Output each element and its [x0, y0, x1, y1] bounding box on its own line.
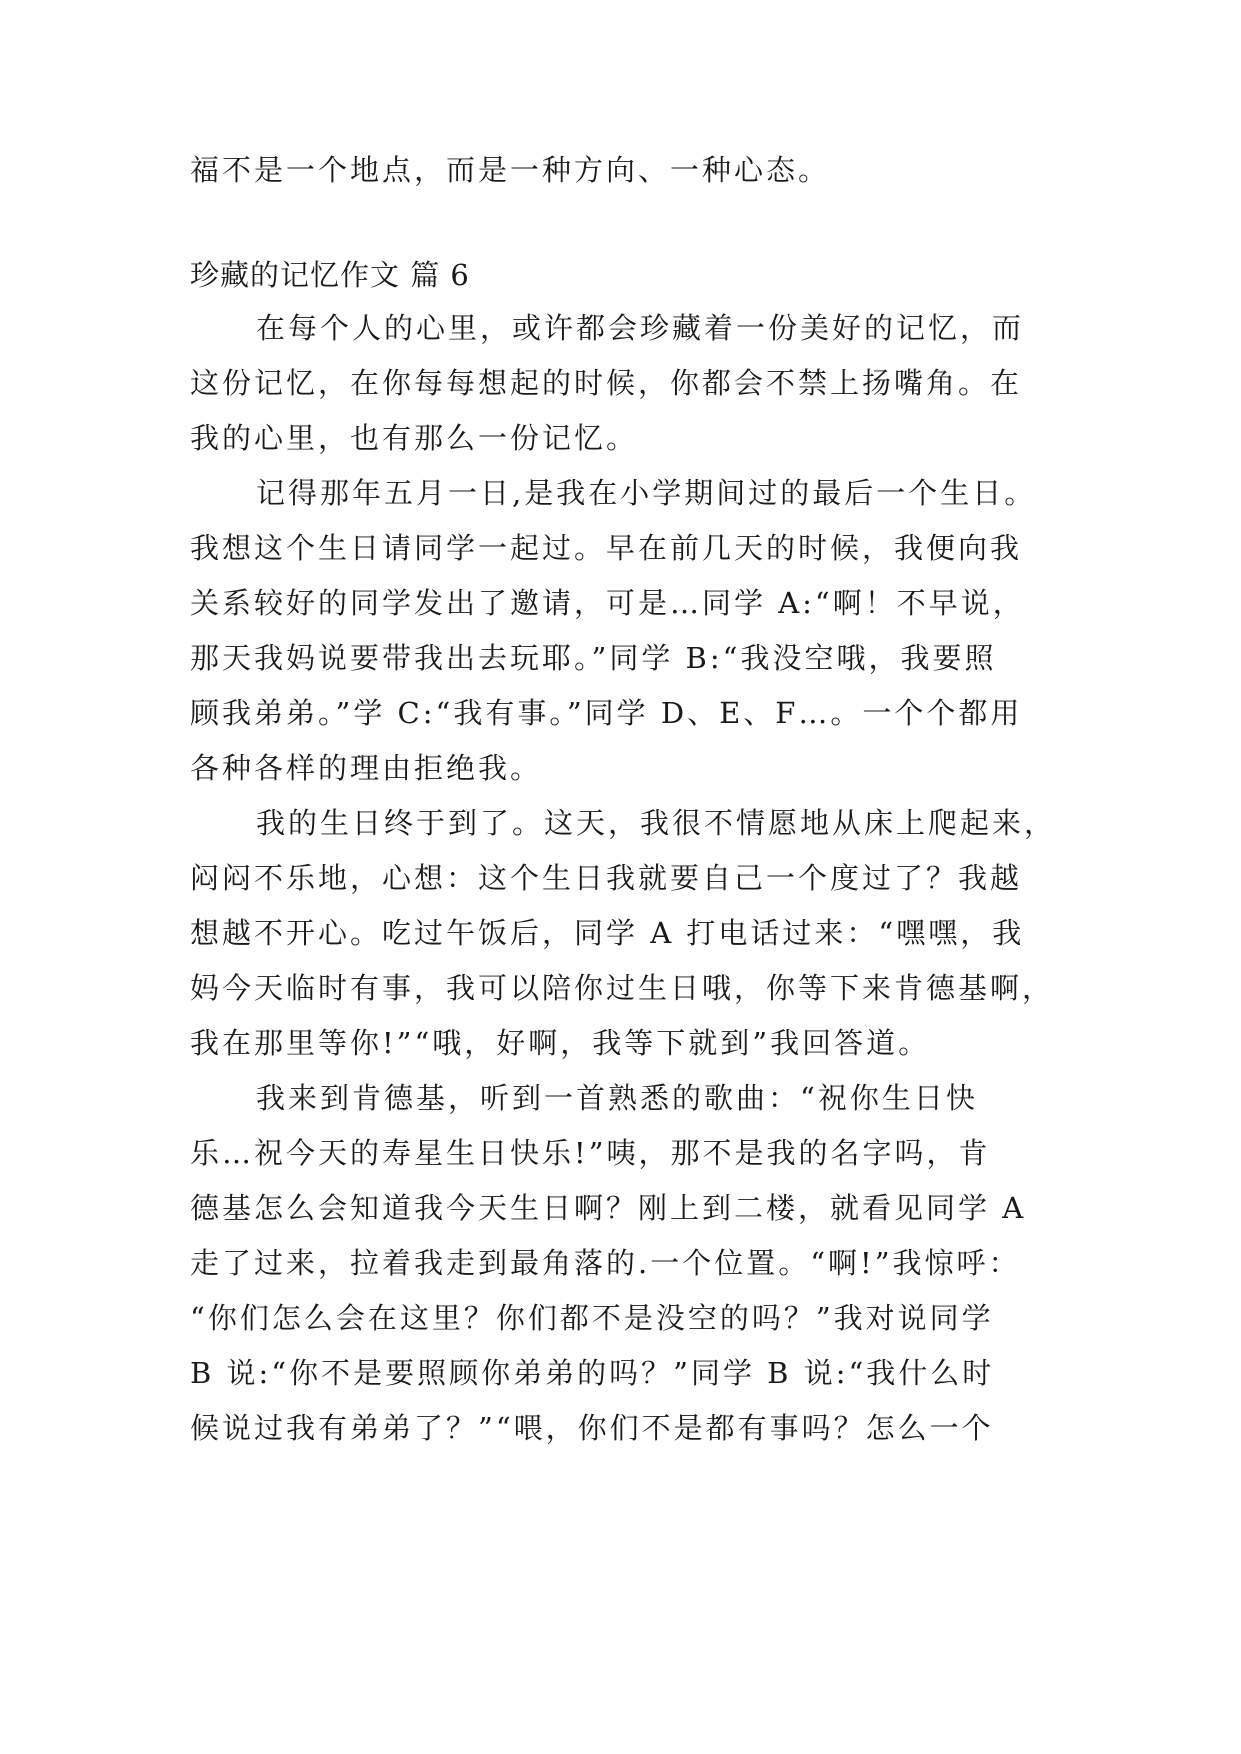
paragraph-line: 德基怎么会知道我今天生日啊？刚上到二楼，就看见同学 A — [190, 1191, 1027, 1225]
paragraph-line: 妈今天临时有事，我可以陪你过生日哦，你等下来肯德基啊， — [190, 971, 1055, 1005]
previous-section-tail: 福不是一个地点，而是一种方向、一种心态。 — [190, 153, 831, 187]
paragraph-line: 我来到肯德基，听到一首熟悉的歌曲：“祝你生日快 — [256, 1081, 978, 1115]
paragraph-line: 在每个人的心里，或许都会珍藏着一份美好的记忆，而 — [256, 311, 1025, 345]
paragraph-line: 想越不开心。吃过午饭后，同学 A 打电话过来：“嘿嘿，我 — [190, 916, 1025, 950]
paragraph-line: 这份记忆，在你每每想起的时候，你都会不禁上扬嘴角。在 — [190, 366, 1023, 400]
paragraph-line: 我的心里，也有那么一份记忆。 — [190, 421, 639, 455]
section-title: 珍藏的记忆作文 篇 6 — [190, 258, 470, 292]
paragraph-line: 关系较好的同学发出了邀请，可是…同学 A:“啊！不早说， — [190, 586, 1025, 620]
paragraph-line: 那天我妈说要带我出去玩耶。”同学 B:“我没空哦，我要照 — [190, 641, 997, 675]
paragraph-line: 顾我弟弟。”学 C:“我有事。”同学 D、E、F…。一个个都用 — [190, 696, 1023, 730]
paragraph-line: “你们怎么会在这里？你们都不是没空的吗？”我对说同学 — [190, 1301, 994, 1335]
paragraph-line: 走了过来，拉着我走到最角落的.一个位置。“啊!”我惊呼： — [190, 1246, 1021, 1280]
paragraph-line: B 说:“你不是要照顾你弟弟的吗？”同学 B 说:“我什么时 — [190, 1356, 995, 1390]
paragraph-line: 我在那里等你!”“哦，好啊，我等下就到”我回答道。 — [190, 1026, 931, 1060]
paragraph-line: 我想这个生日请同学一起过。早在前几天的时候，我便向我 — [190, 531, 1023, 565]
paragraph-line: 我的生日终于到了。这天，我很不情愿地从床上爬起来， — [256, 806, 1057, 840]
paragraph-line: 闷闷不乐地，心想：这个生日我就要自己一个度过了？我越 — [190, 861, 1023, 895]
paragraph-line: 各种各样的理由拒绝我。 — [190, 751, 543, 785]
paragraph-line: 乐…祝今天的寿星生日快乐!”咦，那不是我的名字吗，肯 — [190, 1136, 991, 1170]
paragraph-line: 记得那年五月一日,是我在小学期间过的最后一个生日。 — [256, 476, 1037, 510]
paragraph-line: 候说过我有弟弟了？”“喂，你们不是都有事吗？怎么一个 — [190, 1411, 994, 1445]
